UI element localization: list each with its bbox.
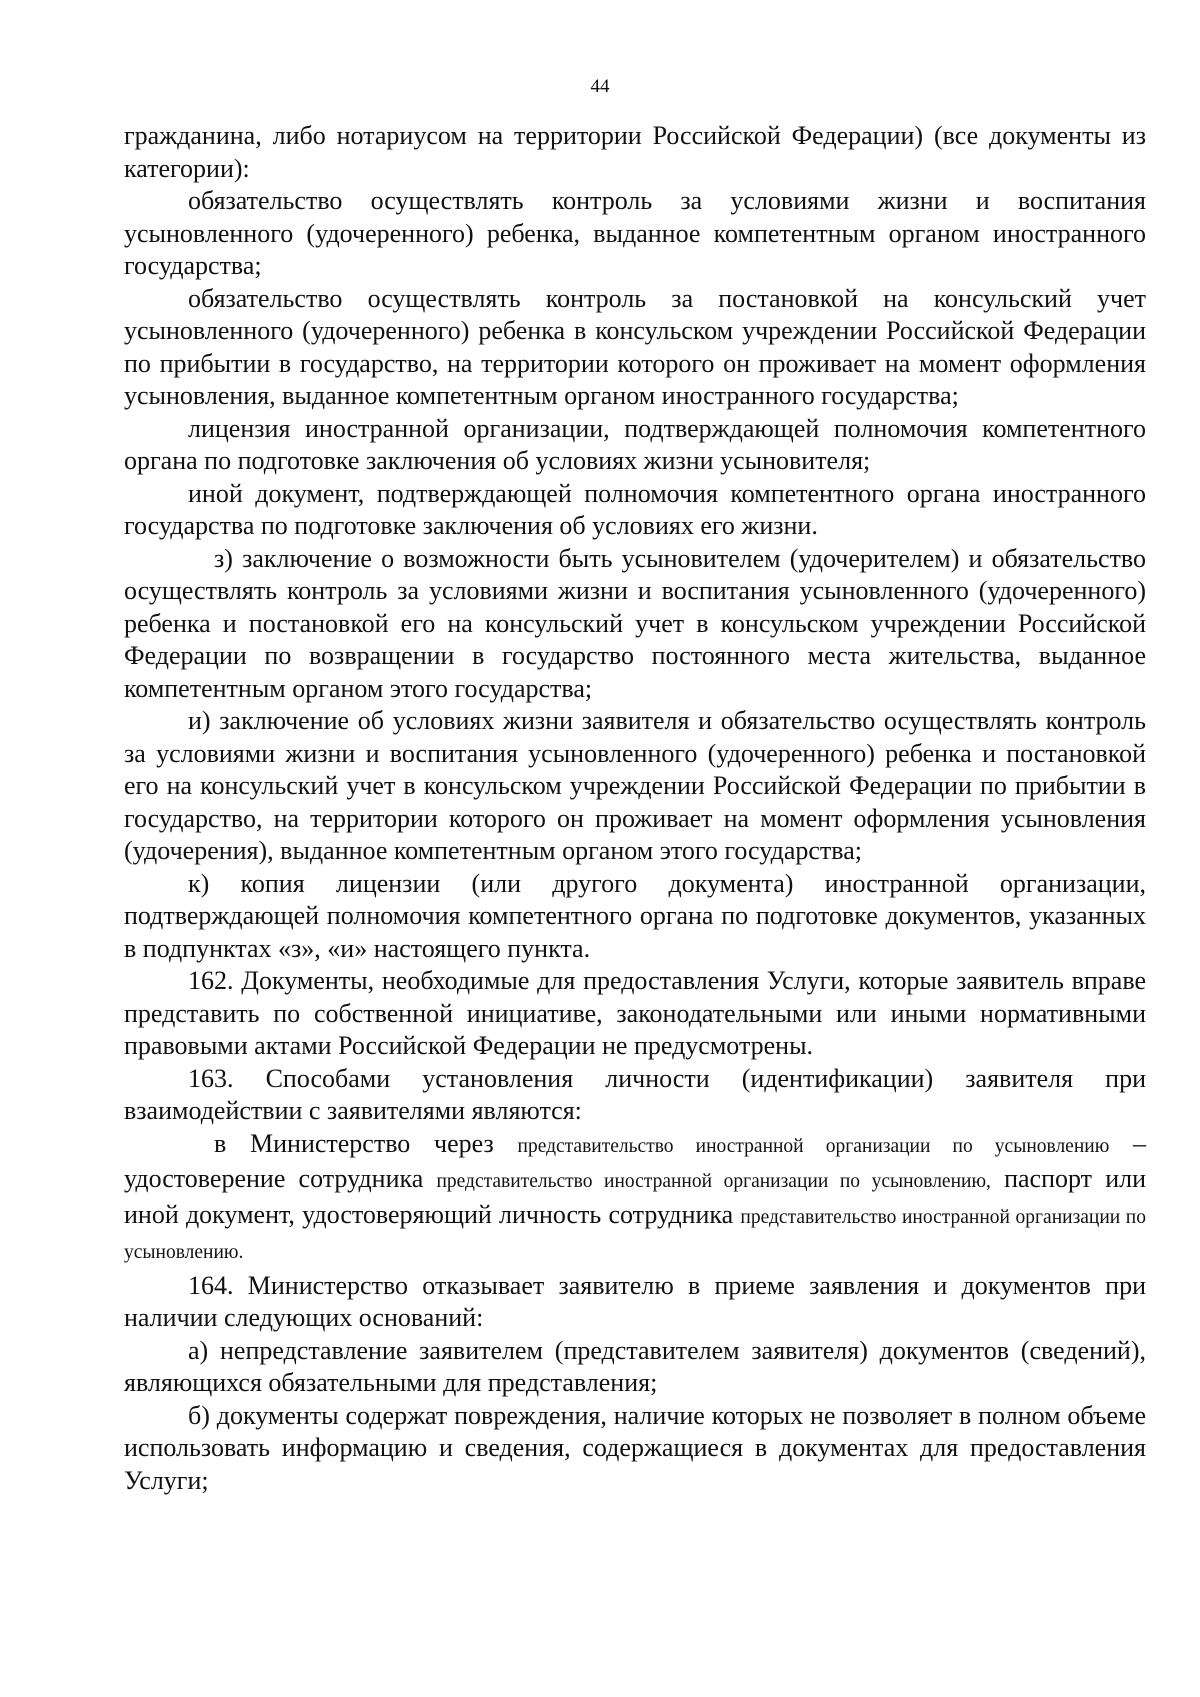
paragraph: з) заключение о возможности быть усыновителем (удочерителем) и обязательство осуществлять контроль за условиями жизни и воспитания усыновленного (удочеренного) ребенка и постановкой его на консульский учет в консульском учреждении Российской Федерации по возвращении в государство постоянного места жительства, выданное компетентным органом этого государства; bbox=[124, 543, 1146, 703]
paragraph: обязательство осуществлять контроль за условиями жизни и воспитания усыновленного (удочеренного) ребенка, выданное компетентным органом иностранного государства; bbox=[124, 186, 1146, 280]
paragraph: а) непредставление заявителем (представителем заявителя) документов (сведений), являющихся обязательными для представления; bbox=[124, 1335, 1146, 1397]
paragraph: иной документ, подтверждающей полномочия компетентного органа иностранного государства по подготовке заключения об условиях его жизни. bbox=[124, 478, 1146, 540]
paragraph: обязательство осуществлять контроль за постановкой на консульский учет усыновленного (удочеренного) ребенка в консульском учреждении Российской Федерации по прибытии в государство, на территории которого он проживает на момент оформления усыновления, выданное компетентным органом иностранного государства; bbox=[124, 283, 1146, 410]
paragraph: 162. Документы, необходимые для предоставления Услуги, которые заявитель вправе представить по собственной инициативе, законодательными или иными нормативными правовыми актами Российской Федерации не предусмотрены. bbox=[124, 966, 1146, 1060]
text-span-small: представительство иностранной организации по усыновлению bbox=[517, 1135, 1110, 1157]
paragraph: лицензия иностранной организации, подтверждающей полномочия компетентного органа по подготовке заключения об условиях жизни усыновителя; bbox=[124, 413, 1146, 475]
paragraph: к) копия лицензии (или другого документа) иностранной организации, подтверждающей полномочия компетентного органа по подготовке документов, указанных в подпунктах «з», «и» настоящего пункта. bbox=[124, 868, 1146, 963]
paragraph-identification-methods bbox=[124, 1128, 1146, 1270]
paragraph: 164. Министерство отказывает заявителю в приеме заявления и документов при наличии следующих оснований: bbox=[124, 1270, 1146, 1332]
document-body bbox=[124, 120, 1146, 1497]
text-span: паспорт или иной документ, удостоверяющий личность сотрудника bbox=[124, 1164, 1146, 1229]
text-span-small: представительство иностранной организации по усыновлению. bbox=[124, 1206, 1146, 1263]
paragraph: гражданина, либо нотариусом на территории Российской Федерации) (все документы из категории): bbox=[124, 121, 1146, 183]
paragraph: б) документы содержат повреждения, наличие которых не позволяет в полном объеме использовать информацию и сведения, содержащиеся в документах для предоставления Услуги; bbox=[124, 1400, 1146, 1495]
text-span: – удостоверение сотрудника bbox=[124, 1128, 1147, 1193]
paragraph: и) заключение об условиях жизни заявителя и обязательство осуществлять контроль за условиями жизни и воспитания усыновленного (удочеренного) ребенка и постановкой его на консульский учет в консульском учреждении Российской Федерации по прибытии в государство, на территории которого он проживает на момент оформления усыновления (удочерения), выданное компетентным органом этого государства; bbox=[124, 706, 1146, 865]
text-span: в Министерство через bbox=[214, 1128, 518, 1158]
paragraph: 163. Способами установления личности (идентификации) заявителя при взаимодействии с заявителями являются: bbox=[124, 1063, 1146, 1125]
page-number: 44 bbox=[590, 76, 610, 97]
text-span-small: представительство иностранной организации по усыновлению, bbox=[436, 1171, 991, 1192]
